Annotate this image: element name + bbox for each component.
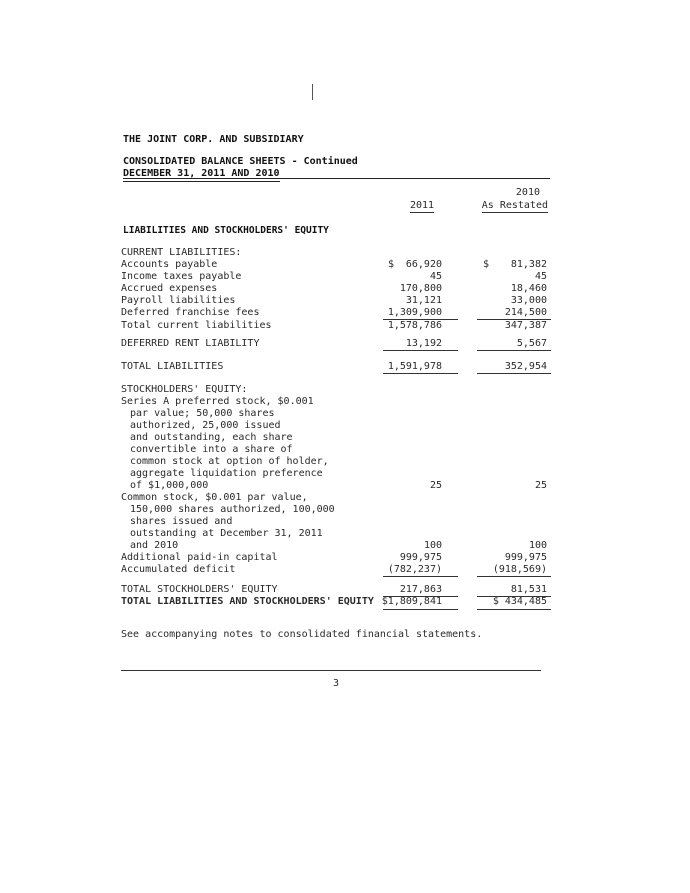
statement-title-line1: CONSOLIDATED BALANCE SHEETS - Continued <box>123 156 358 167</box>
value-2010: (918,569) <box>492 564 547 575</box>
current-liabilities-heading <box>121 247 551 259</box>
preferred-line: of $1,000,000 25 25 <box>130 480 547 491</box>
value-2011: 1,578,786 <box>387 320 442 331</box>
value-2010: 999,975 <box>504 552 547 563</box>
value-2011: 100 <box>423 540 442 551</box>
value-2011: 170,800 <box>399 283 442 294</box>
subtotal-underline <box>383 350 458 351</box>
value-2010: 5,567 <box>516 338 547 349</box>
total-underline <box>383 373 458 374</box>
row-total-liabilities-and-equity <box>121 596 551 608</box>
preferred-line: par value; 50,000 shares <box>130 408 275 419</box>
row-income-taxes <box>121 271 551 283</box>
preferred-line: aggregate liquidation preference <box>130 468 323 479</box>
common-line: and 2010 100 100 <box>130 540 547 551</box>
row-payroll-liabilities <box>121 295 551 307</box>
value-2011: 1,591,978 <box>387 361 442 372</box>
row-label: CURRENT LIABILITIES: <box>121 247 242 258</box>
row-label: TOTAL STOCKHOLDERS' EQUITY <box>121 584 278 595</box>
row-label: Accumulated deficit <box>121 564 236 575</box>
value-2011: 31,121 <box>405 295 442 306</box>
common-line: Common stock, $0.001 par value, <box>121 492 308 503</box>
column-header-2010-restated: As Restated <box>481 200 548 211</box>
value-2011: 25 <box>429 480 442 491</box>
row-accumulated-deficit <box>121 564 551 576</box>
section-heading: LIABILITIES AND STOCKHOLDERS' EQUITY <box>123 225 329 236</box>
scan-mark <box>312 84 313 100</box>
value-2010: 18,460 <box>510 283 547 294</box>
grand-total-underline <box>477 609 551 610</box>
row-label: TOTAL LIABILITIES <box>121 361 224 372</box>
row-label: Deferred franchise fees <box>121 307 260 318</box>
value-2010: 214,500 <box>504 307 547 318</box>
page-number: 3 <box>332 678 340 689</box>
row-total-stockholders-equity <box>121 584 551 596</box>
preferred-line: and outstanding, each share <box>130 432 293 443</box>
column-header-2010 <box>479 186 548 213</box>
value-2010: 81,531 <box>510 584 547 595</box>
preferred-line: common stock at option of holder, <box>130 456 329 467</box>
value-2010: $ 434,485 <box>492 596 547 607</box>
row-label: Income taxes payable <box>121 271 242 282</box>
row-label: STOCKHOLDERS' EQUITY: <box>121 384 248 395</box>
currency-symbol: $ <box>483 259 490 270</box>
row-additional-paid-in-capital <box>121 552 551 564</box>
value-2010: 45 <box>534 271 547 282</box>
row-accrued-expenses <box>121 283 551 295</box>
value-2010: 352,954 <box>504 361 547 372</box>
value-2011: (782,237) <box>387 564 442 575</box>
row-label: Accounts payable <box>121 259 218 270</box>
preferred-line: convertible into a share of <box>130 444 293 455</box>
value-2010: 100 <box>528 540 547 551</box>
value-2011: 45 <box>429 271 442 282</box>
grand-total-underline <box>383 609 458 610</box>
column-header-2011 <box>410 199 434 213</box>
common-line: shares issued and <box>130 516 233 527</box>
column-header-2011-text: 2011 <box>410 200 435 211</box>
value-2011: 1,309,900 <box>387 307 442 318</box>
total-underline <box>477 373 551 374</box>
row-label: DEFERRED RENT LIABILITY <box>121 338 260 349</box>
footer-rule <box>121 670 541 671</box>
footnote: See accompanying notes to consolidated financial statements. <box>121 629 483 640</box>
value-2011: $1,809,841 <box>381 596 442 607</box>
value-2010: 81,382 <box>510 259 547 270</box>
row-total-liabilities <box>121 361 551 373</box>
row-deferred-rent <box>121 338 551 350</box>
header-rule <box>123 178 550 179</box>
value-2011: 217,863 <box>399 584 442 595</box>
row-label: TOTAL LIABILITIES AND STOCKHOLDERS' EQUITY <box>121 596 374 607</box>
value-2010: 347,387 <box>504 320 547 331</box>
row-label: Total current liabilities <box>121 320 272 331</box>
value-2010: 33,000 <box>510 295 547 306</box>
preferred-line: Series A preferred stock, $0.001 <box>121 396 314 407</box>
currency-symbol: $ <box>388 259 395 270</box>
company-name: THE JOINT CORP. AND SUBSIDIARY <box>123 134 304 145</box>
value-2011: 13,192 <box>405 338 442 349</box>
row-deferred-franchise-fees <box>121 307 551 319</box>
statement-title-line2: DECEMBER 31, 2011 AND 2010 <box>123 168 280 182</box>
subtotal-underline <box>477 350 551 351</box>
preferred-line: authorized, 25,000 issued <box>130 420 281 431</box>
row-total-current-liabilities <box>121 320 551 332</box>
equity-heading <box>121 384 551 396</box>
value-2011: 66,920 <box>405 259 442 270</box>
column-header-2010-year: 2010 <box>515 187 540 198</box>
common-line: outstanding at December 31, 2011 <box>130 528 323 539</box>
row-accounts-payable <box>121 259 551 271</box>
row-label: Accrued expenses <box>121 283 218 294</box>
value-2011: 999,975 <box>399 552 442 563</box>
common-line: 150,000 shares authorized, 100,000 <box>130 504 335 515</box>
row-label: Payroll liabilities <box>121 295 236 306</box>
subtotal-underline <box>383 576 458 577</box>
value-2010: 25 <box>534 480 547 491</box>
subtotal-underline <box>477 576 551 577</box>
row-label: Additional paid-in capital <box>121 552 278 563</box>
